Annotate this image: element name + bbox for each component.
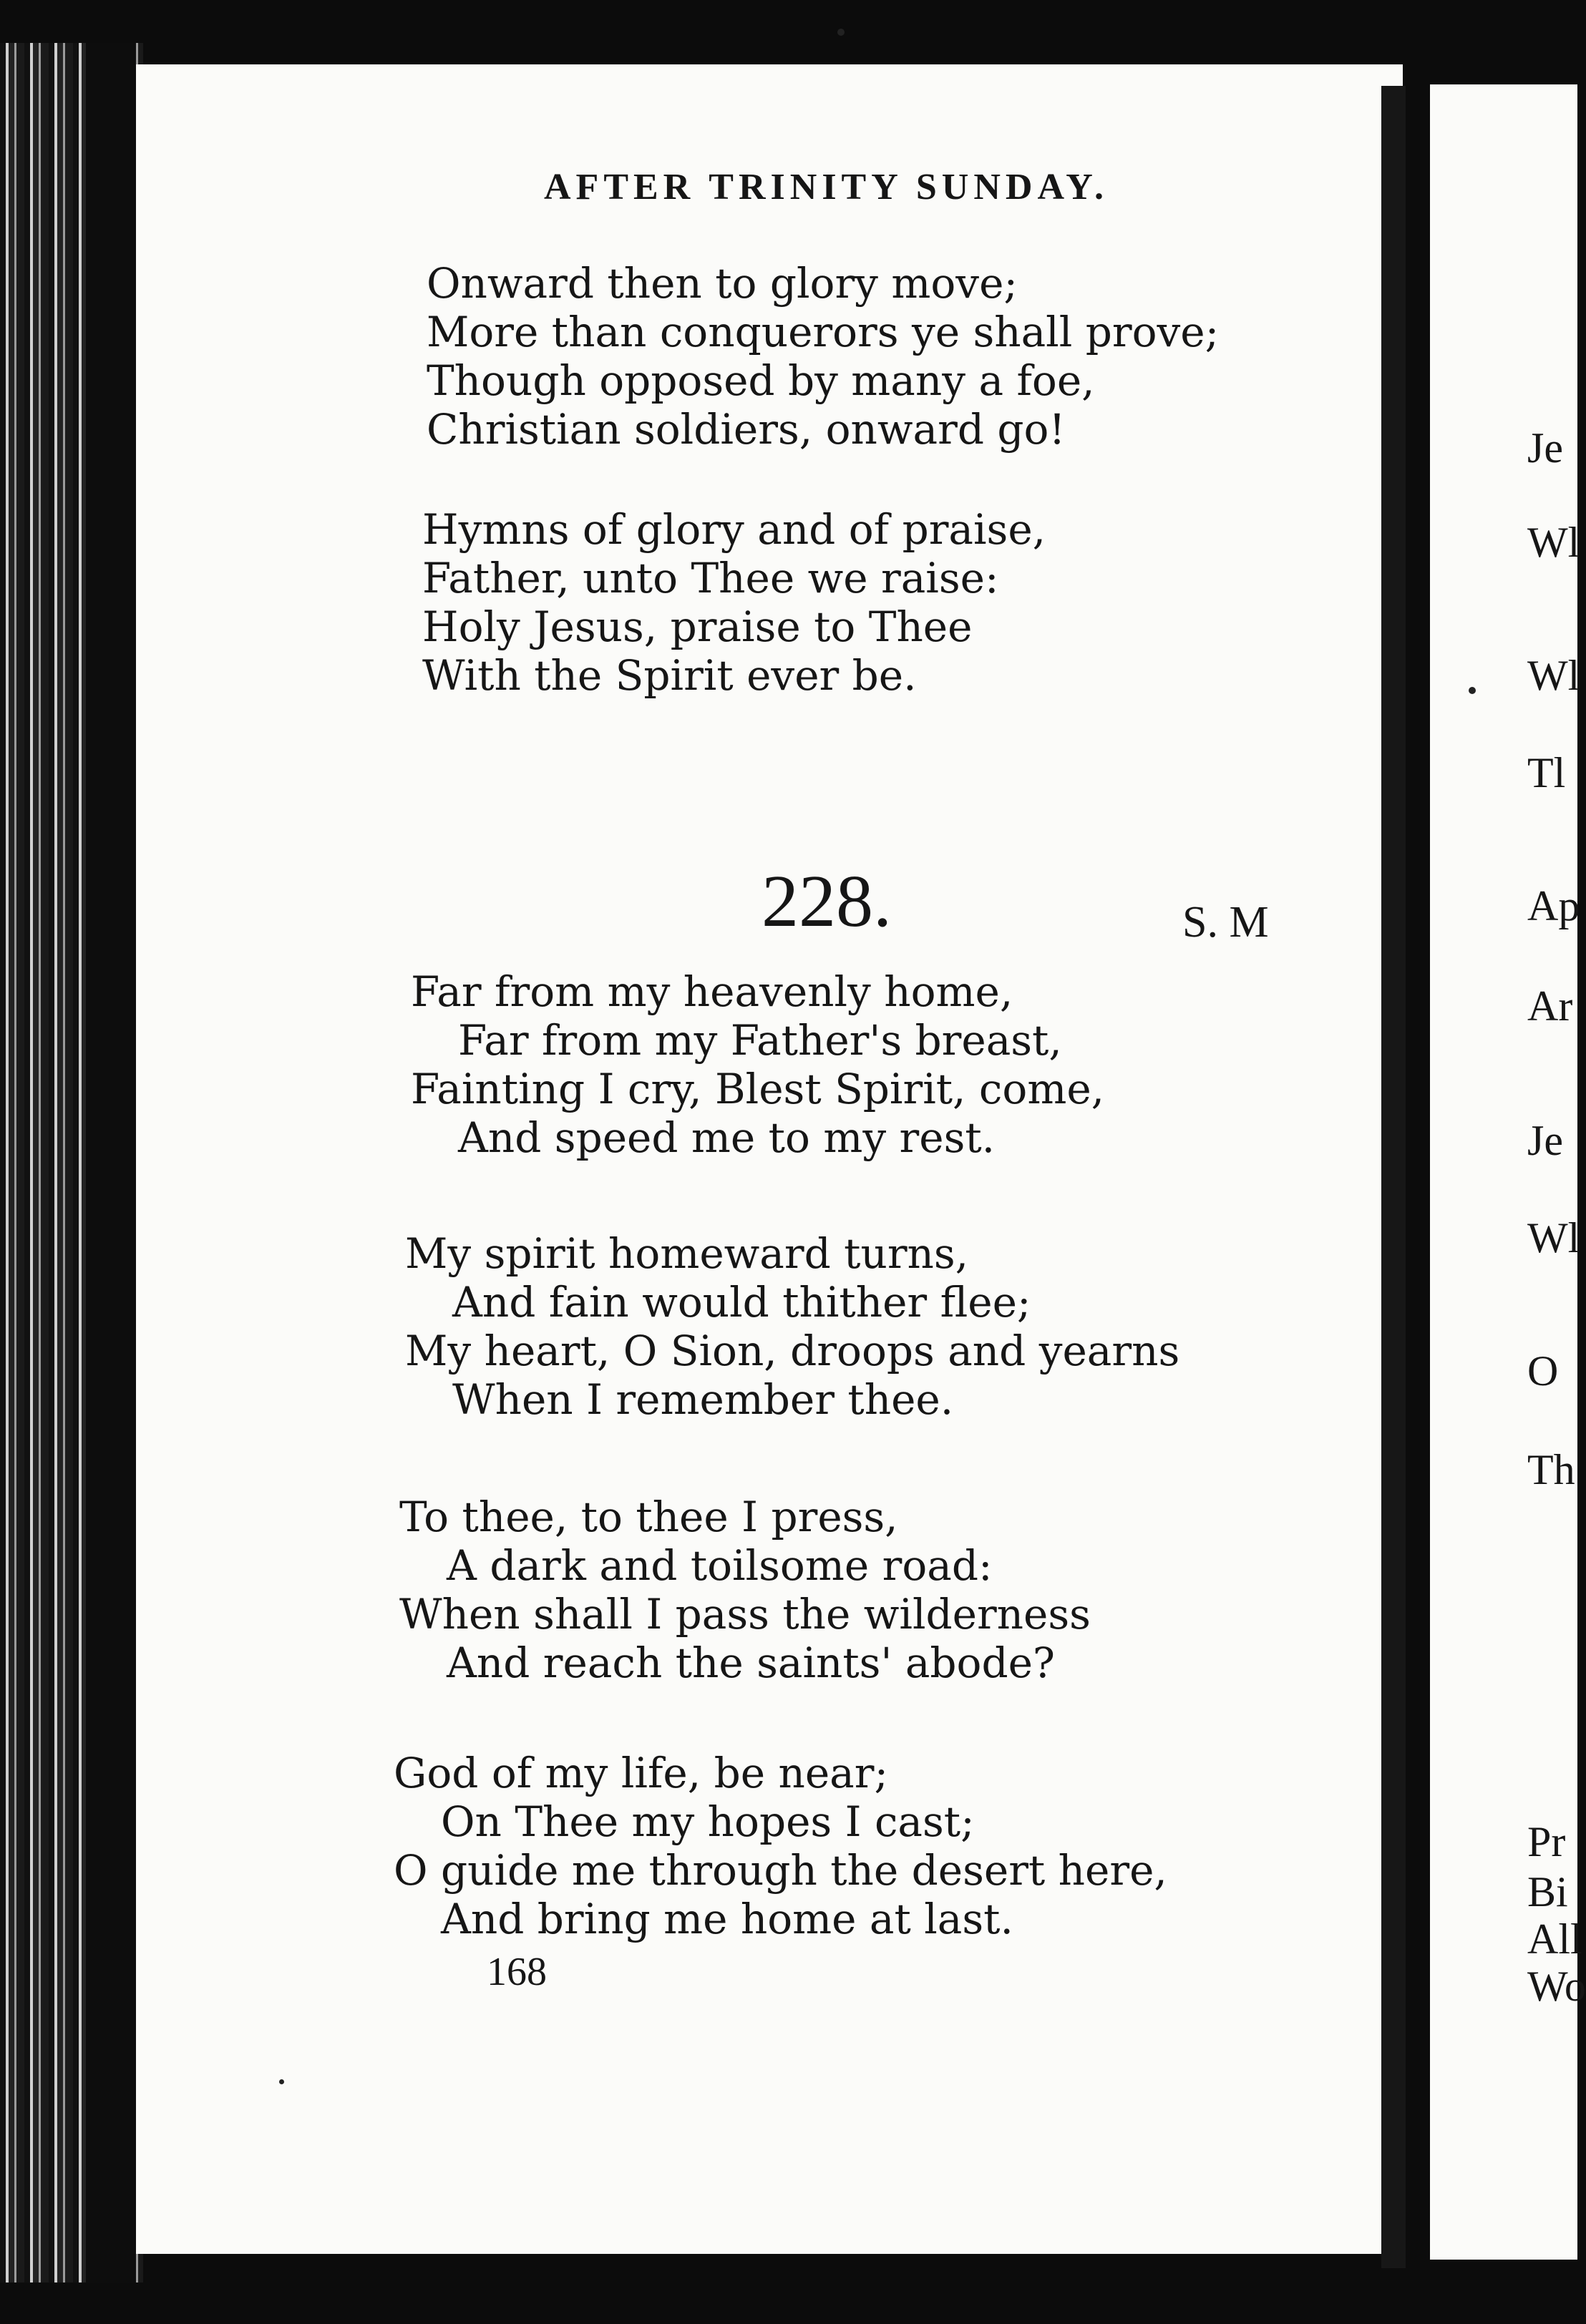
hymn-stanza-2 (405, 1229, 1179, 1424)
hymn-number: 228. (762, 860, 892, 942)
hymn-stanza-4 (394, 1749, 1167, 1943)
scan-speck (1469, 687, 1476, 694)
verse-line: With the Spirit ever be. (422, 651, 917, 700)
right-page-fragment: O (1527, 1347, 1559, 1395)
right-page-fragment: Wl (1527, 519, 1580, 566)
page-gutter (1381, 86, 1406, 2268)
verse-line: When I remember thee. (452, 1375, 954, 1424)
right-page-fragment: Wl (1527, 652, 1580, 699)
verse-line: God of my life, be near; (394, 1749, 889, 1797)
binding-shadow (86, 43, 136, 2282)
right-page-fragment: Ar (1527, 982, 1573, 1030)
scan-speck (837, 29, 845, 36)
verse-line: Far from my Father's breast, (458, 1016, 1062, 1065)
right-page-fragment: Tl (1527, 749, 1566, 796)
right-page-fragment: Wo (1527, 1963, 1586, 2010)
verse-line: Fainting I cry, Blest Spirit, come, (411, 1065, 1105, 1113)
verse-line: Onward then to glory move; (427, 259, 1018, 308)
right-page-fragment: Pr (1527, 1818, 1566, 1865)
page-number: 168 (487, 1950, 547, 1994)
verse-line: And speed me to my rest. (458, 1113, 996, 1162)
verse-line: Far from my heavenly home, (411, 967, 1013, 1016)
verse-line: On Thee my hopes I cast; (441, 1797, 975, 1846)
verse-line: Holy Jesus, praise to Thee (422, 602, 973, 651)
verse-line: More than conquerors ye shall prove; (427, 308, 1220, 356)
verse-line: A dark and toilsome road: (447, 1541, 993, 1590)
hymn-stanza-3 (399, 1493, 1091, 1687)
right-page-fragment: Bi (1527, 1868, 1568, 1915)
right-page-fragment: Ap (1527, 882, 1580, 929)
running-head: AFTER TRINITY SUNDAY. (544, 167, 1109, 208)
verse-line: My heart, O Sion, droops and yearns (405, 1327, 1180, 1375)
hymn-stanza-1 (411, 967, 1104, 1162)
verse-line: Hymns of glory and of praise, (422, 505, 1046, 554)
verse-line: And bring me home at last. (441, 1895, 1013, 1943)
verse-line: Father, unto Thee we raise: (422, 554, 999, 602)
right-page-fragment: Je (1527, 1117, 1563, 1164)
verse-line: When shall I pass the wilderness (399, 1590, 1091, 1639)
verse-line: My spirit homeward turns, (405, 1229, 969, 1278)
right-page-fragment: Th (1527, 1446, 1575, 1493)
verse-line: And fain would thither flee; (452, 1278, 1031, 1327)
verse-line: Christian soldiers, onward go! (427, 405, 1066, 454)
hymn-meter: S. M (1182, 898, 1269, 947)
verse-line: To thee, to thee I press, (399, 1493, 898, 1541)
verse-line: O guide me through the desert here, (394, 1846, 1167, 1895)
right-page-fragment: Je (1527, 424, 1563, 472)
right-page-fragment: All (1527, 1915, 1582, 1963)
prev-hymn-stanza-2 (422, 505, 1046, 700)
scan-speck (279, 2079, 284, 2084)
verse-line: Though opposed by many a foe, (427, 356, 1095, 405)
prev-hymn-stanza-1 (427, 259, 1219, 454)
right-page-fragment: Wl (1527, 1214, 1580, 1261)
verse-line: And reach the saints' abode? (447, 1639, 1056, 1687)
